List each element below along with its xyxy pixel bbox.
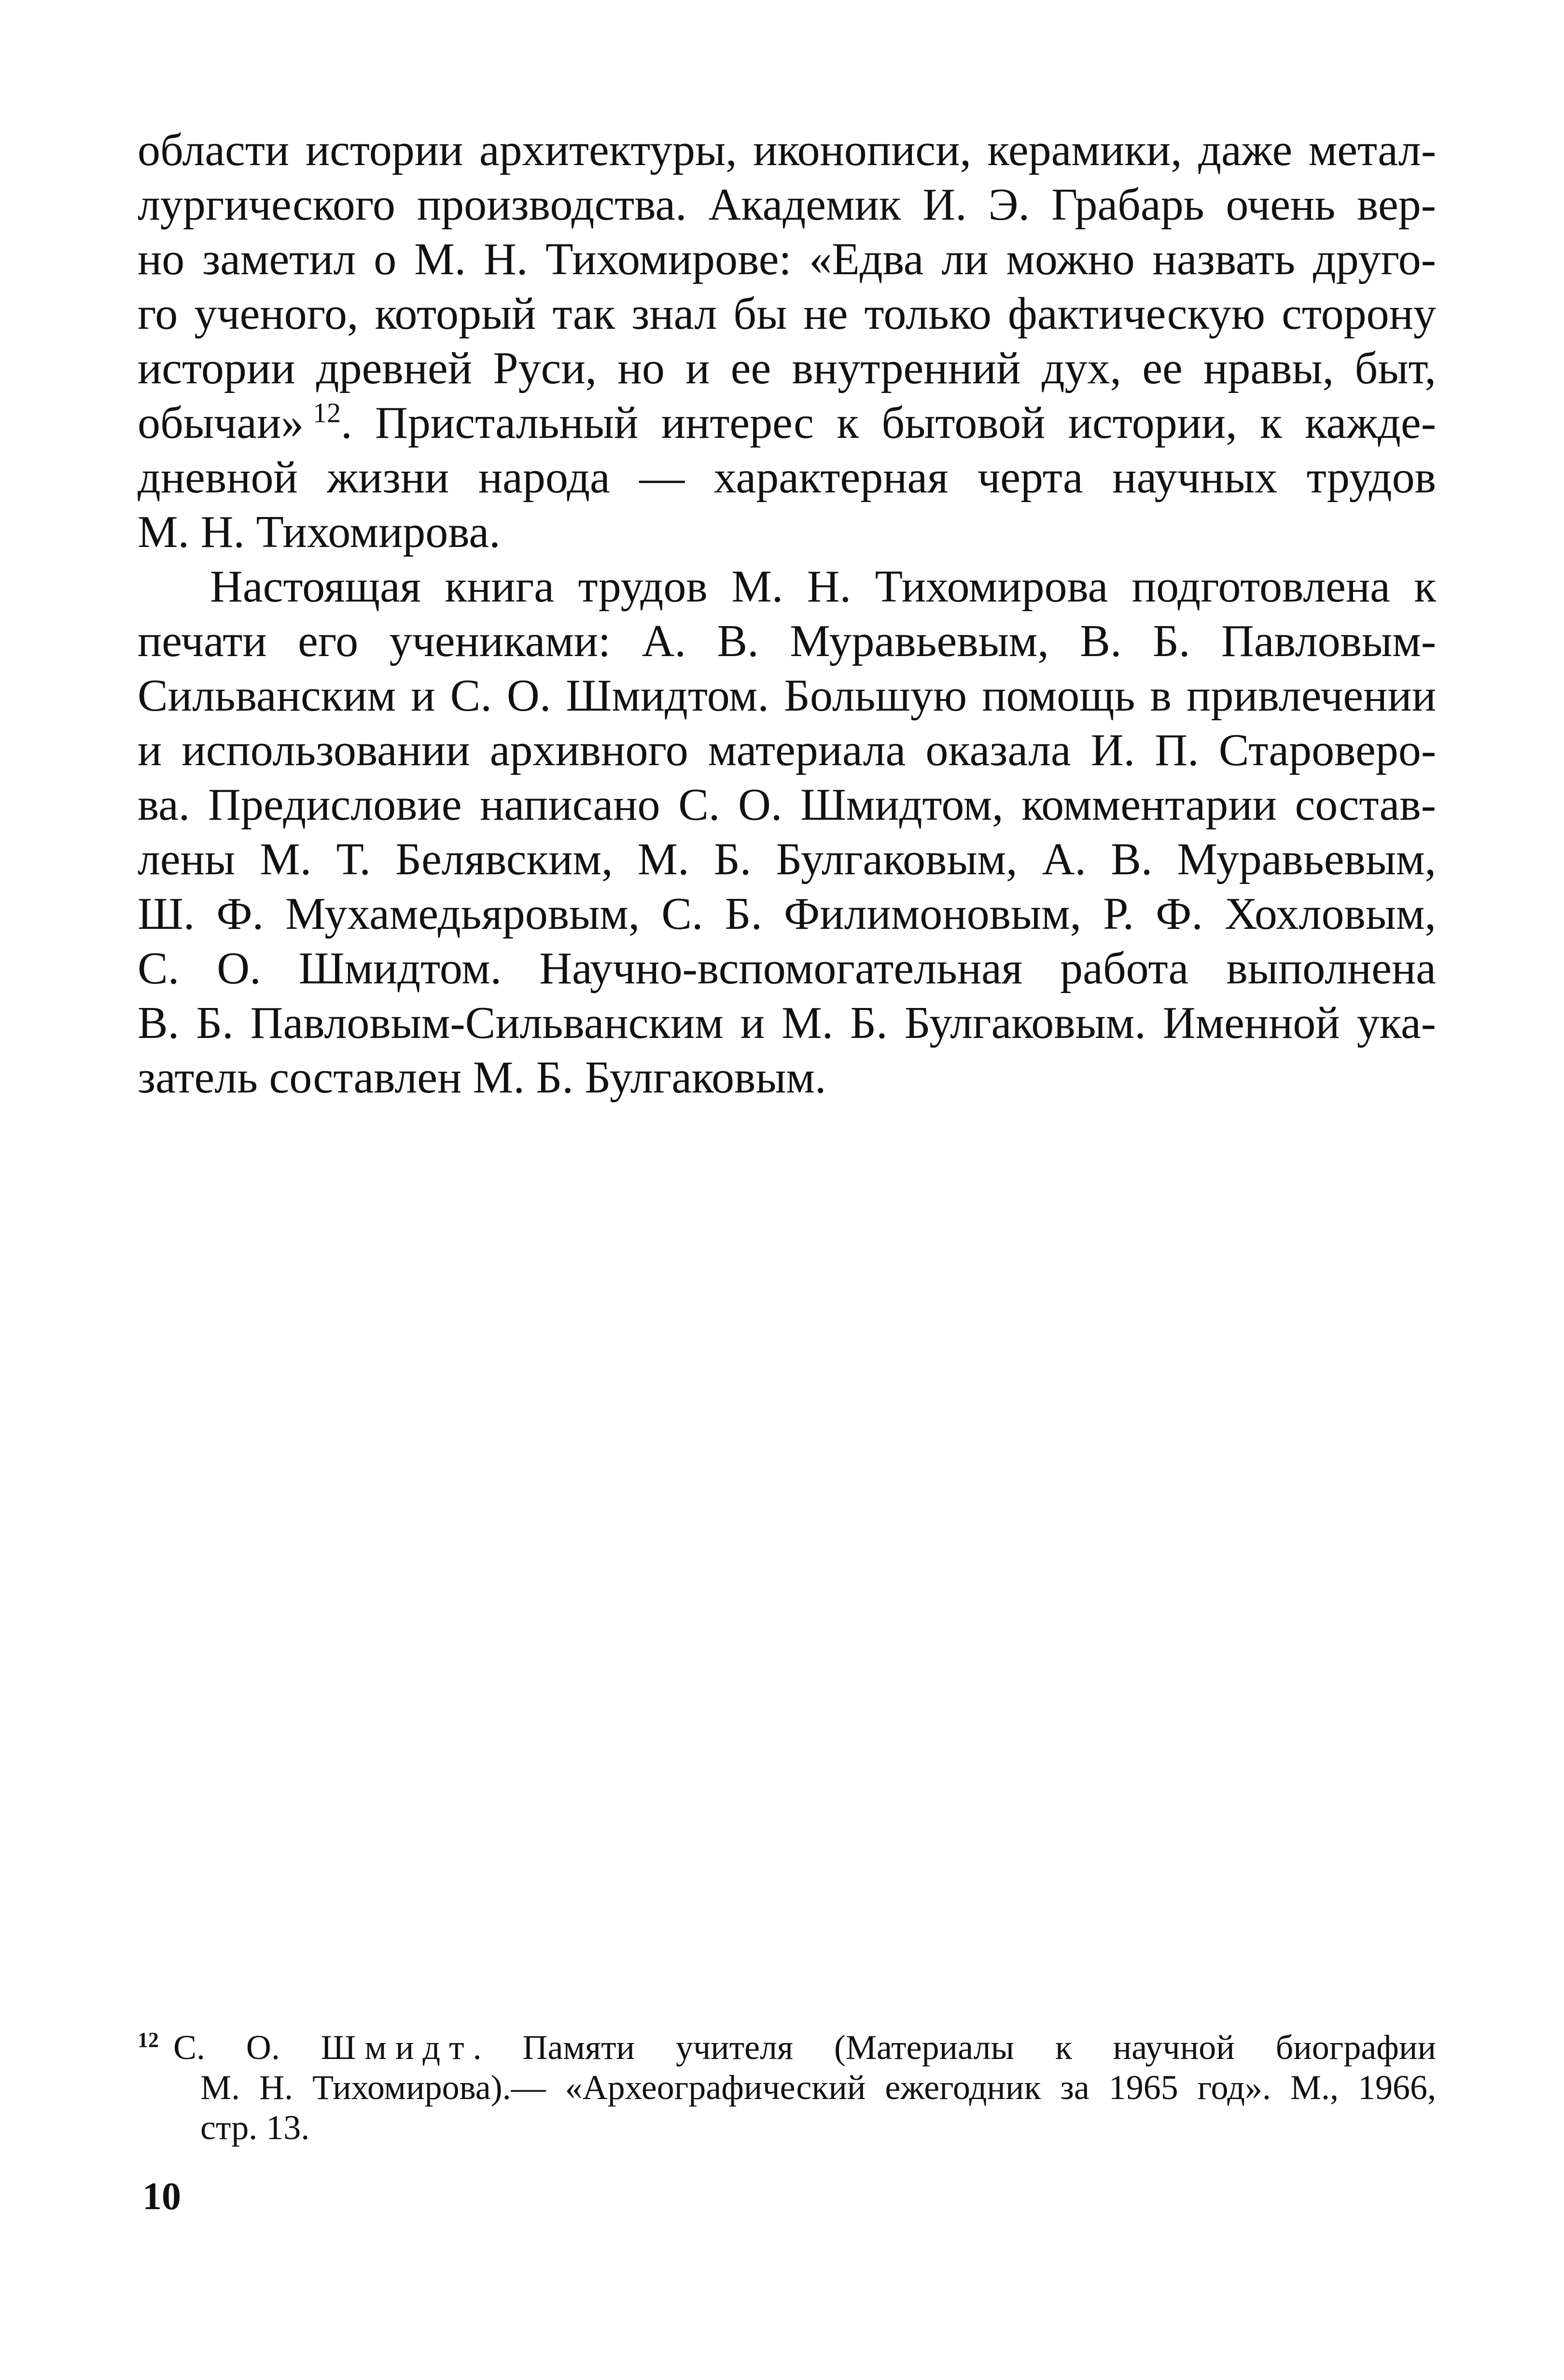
text-line-with-footnote-ref <box>138 396 1436 450</box>
text-line: лургического производства. Академик И. Э. Грабарь очень вер- <box>138 180 1436 230</box>
text-line: Настоящая книга трудов М. Н. Тихомирова подготовлена к <box>210 561 1436 612</box>
page-number: 10 <box>142 2175 181 2218</box>
text-line: затель составлен М. Б. Булгаковым. <box>138 1052 826 1103</box>
footnote-reference: 12 <box>313 397 341 429</box>
text-line: печати его учениками: А. В. Муравьевым, В. Б. Павловым- <box>138 616 1436 666</box>
text-line: дневной жизни народа — характерная черта научных трудов <box>138 452 1436 503</box>
paragraph-1 <box>138 123 1436 560</box>
footnote <box>138 2028 1436 2148</box>
footnote-marker: 12 <box>138 2028 159 2052</box>
text-line: лены М. Т. Белявским, М. Б. Булгаковым, А. В. Муравьевым, <box>138 834 1436 884</box>
paragraph-2 <box>138 560 1436 1105</box>
text-line: С. О. Шмидтом. Научно-вспомогательная работа выполнена <box>138 943 1436 994</box>
text-line: В. Б. Павловым-Сильванским и М. Б. Булгаковым. Именной ука- <box>138 998 1436 1048</box>
text-line: но заметил о М. Н. Тихомирове: «Едва ли можно назвать друго- <box>138 234 1436 284</box>
footnote-line: стр. 13. <box>200 2108 310 2147</box>
text-line: Сильванским и С. О. Шмидтом. Большую помощь в привлечении <box>138 671 1436 721</box>
footnote-line: М. Н. Тихомирова).— «Археографический ежегодник за 1965 год». М., 1966, <box>200 2068 1436 2107</box>
text-line: ва. Предисловие написано С. О. Шмидтом, комментарии состав- <box>138 780 1436 830</box>
main-text <box>138 123 1436 1105</box>
text-line: области истории архитектуры, иконописи, керамики, даже метал- <box>138 125 1436 175</box>
text-line: и использовании архивного материала оказала И. П. Староверо- <box>138 725 1436 775</box>
text-line: Ш. Ф. Мухамедьяровым, С. Б. Филимоновым, Р. Ф. Хохловым, <box>138 889 1436 939</box>
footnote-author-initials: С. О. <box>173 2028 280 2067</box>
footnote-line <box>138 2028 1436 2068</box>
text-fragment: обычаи» <box>138 398 304 448</box>
text-line: го ученого, который так знал бы не только фактическую сторону <box>138 289 1436 339</box>
text-line: М. Н. Тихомирова. <box>138 507 501 557</box>
footnote-text: . Памяти учителя (Материалы к научной биографии <box>473 2028 1437 2067</box>
text-fragment: . Пристальный интерес к бытовой истории, к кажде- <box>341 398 1436 448</box>
text-line: истории древней Руси, но и ее внутренний дух, ее нравы, быт, <box>138 343 1436 393</box>
footnote-author-surname: Шмидт <box>321 2028 473 2067</box>
